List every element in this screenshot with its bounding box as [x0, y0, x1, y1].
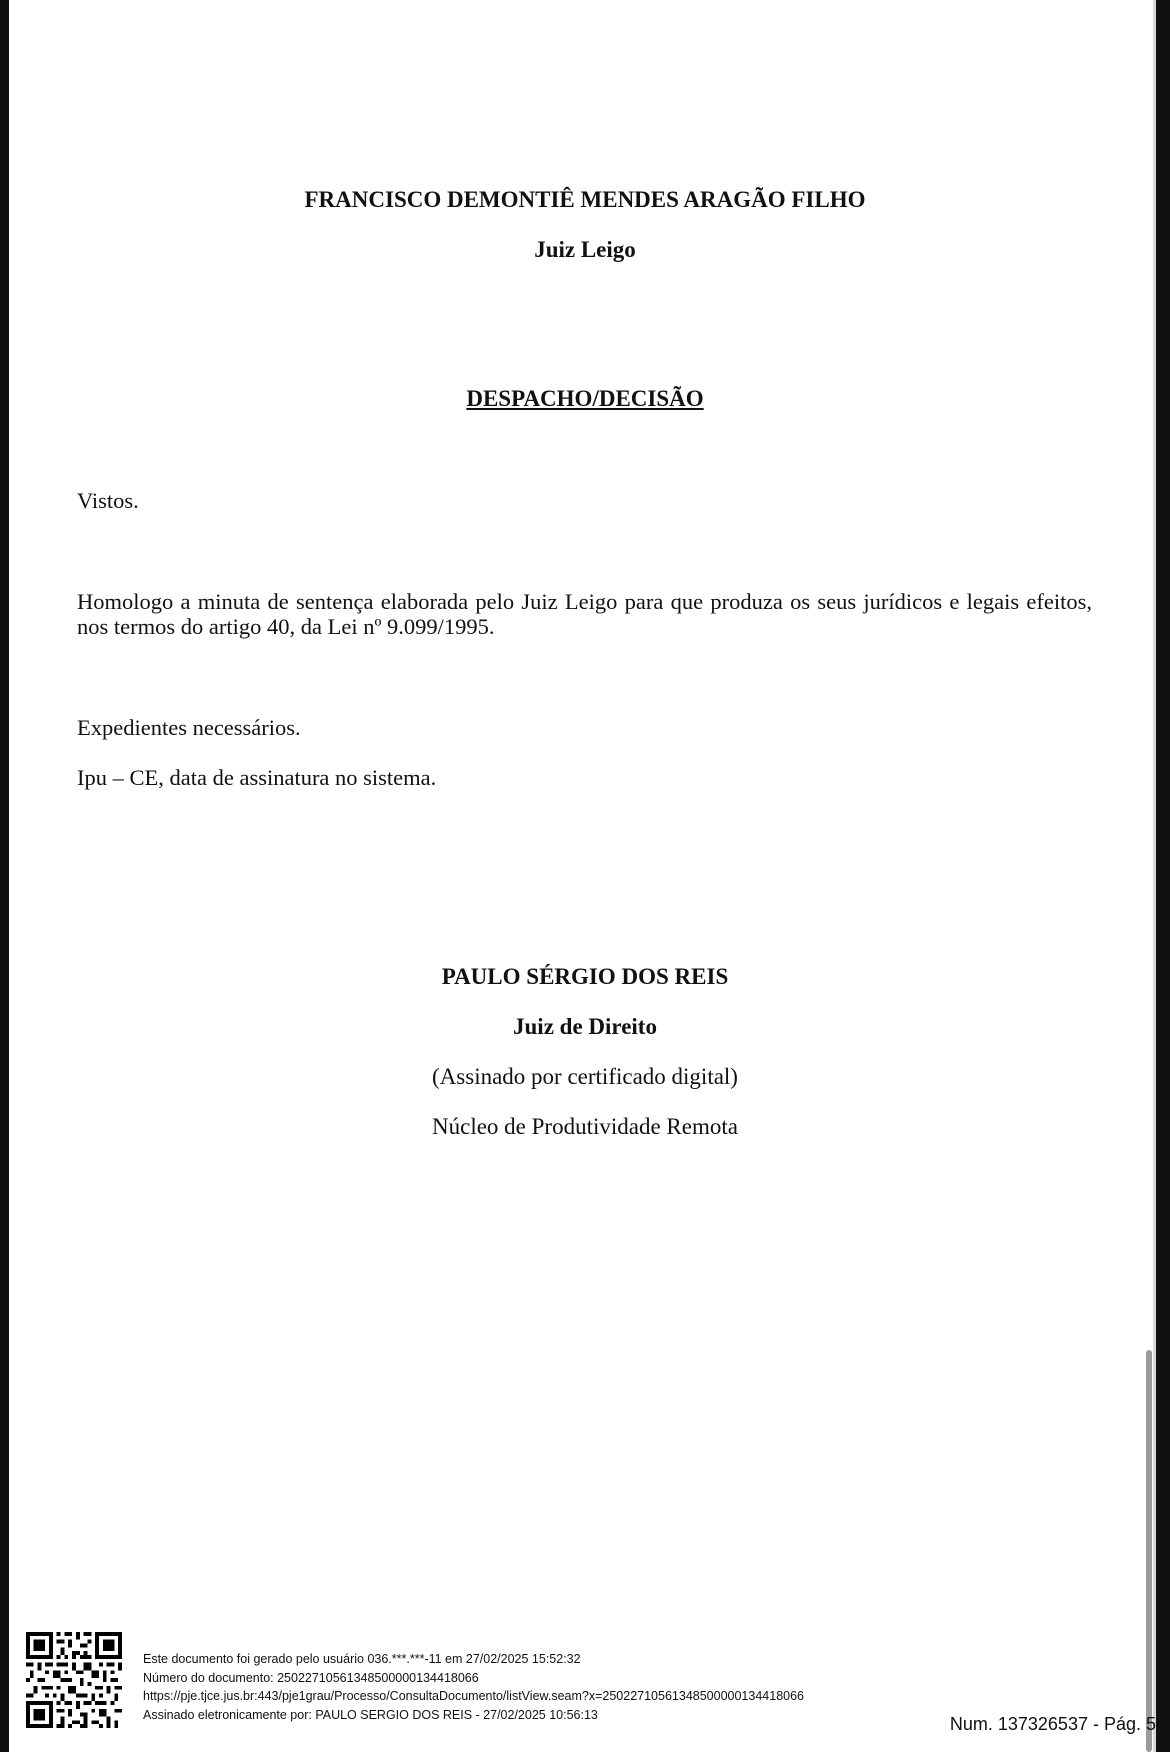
signer-name: PAULO SÉRGIO DOS REIS: [441, 964, 729, 989]
place-date-text: Ipu – CE, data de assinatura no sistema.: [77, 765, 437, 790]
document-title: [0, 386, 1170, 412]
author-name: FRANCISCO DEMONTIÊ MENDES ARAGÃO FILHO: [304, 187, 866, 212]
footer-generated-by: Este documento foi gerado pelo usuário 036.***.***-11 em 27/02/2025 15:52:32: [143, 1652, 581, 1666]
page-number: Num. 137326537 - Pág. 5: [949, 1714, 1156, 1734]
opening-text: Vistos.: [77, 488, 139, 513]
signer-unit: Núcleo de Produtividade Remota: [432, 1114, 738, 1139]
footer-document-number: Número do documento: 25022710561348500000134418066: [143, 1670, 479, 1685]
main-paragraph: Homologo a minuta de sentença elaborada pelo Juiz Leigo para que produza os seus jurídicos e legais efeitos, nos termos do artigo 40, da Lei nº 9.099/1995.: [77, 589, 1092, 639]
author-role: Juiz Leigo: [534, 237, 636, 262]
signer-role: Juiz de Direito: [513, 1014, 657, 1039]
document-title-text: DESPACHO/DECISÃO: [466, 386, 704, 411]
footer-info: [143, 1650, 804, 1724]
expedientes-text: Expedientes necessários.: [77, 715, 301, 740]
footer-url[interactable]: https://pje.tjce.jus.br:443/pje1grau/Processo/ConsultaDocumento/listView.seam?x=25022710561348500000134418066: [143, 1689, 804, 1703]
scrollbar-thumb[interactable]: [1146, 1350, 1152, 1752]
footer-signed-by: Assinado eletronicamente por: PAULO SERGIO DOS REIS - 27/02/2025 10:56:13: [143, 1707, 598, 1722]
qr-code-icon: [26, 1632, 122, 1728]
signature-note: (Assinado por certificado digital): [432, 1064, 738, 1089]
